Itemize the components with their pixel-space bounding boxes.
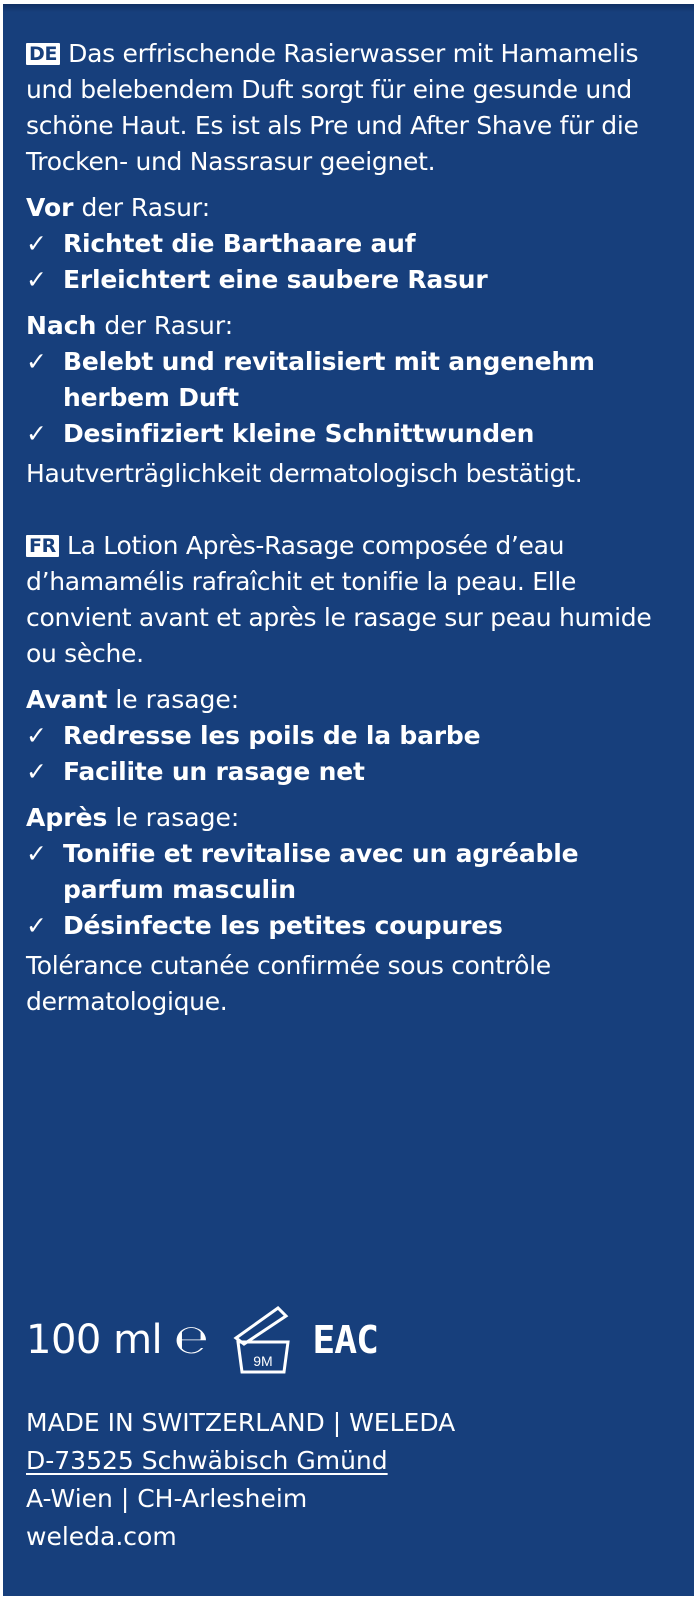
check-icon: ✓ (26, 911, 47, 940)
de-after-rest: der Rasur: (96, 311, 234, 340)
fr-before-rest: le rasage: (107, 685, 240, 714)
volume-text: 100 ml (26, 1317, 163, 1363)
check-icon: ✓ (26, 839, 47, 868)
de-after-item (26, 344, 676, 416)
fr-language-badge: FR (26, 535, 59, 557)
footer-origin: MADE IN SWITZERLAND | WELEDA (26, 1408, 456, 1437)
de-after-bold: Nach (26, 311, 97, 340)
period-after-opening-icon (228, 1300, 298, 1380)
check-icon: ✓ (26, 347, 47, 376)
section-de (26, 36, 676, 492)
pao-label: 9M (253, 1353, 274, 1369)
check-icon: ✓ (26, 419, 47, 448)
volume-row (26, 1300, 378, 1380)
product-label-panel (3, 4, 694, 1596)
fr-after-bold: Après (26, 803, 108, 832)
fr-after-heading (26, 800, 676, 836)
de-before-item (26, 262, 676, 298)
de-language-badge: DE (26, 43, 60, 65)
fr-before-item (26, 754, 676, 790)
de-before-item-text: Erleichtert eine saubere Rasur (63, 265, 488, 294)
de-after-item (26, 416, 676, 452)
check-icon: ✓ (26, 265, 47, 294)
section-fr (26, 528, 676, 1020)
de-after-item-text: Belebt und revitalisiert mit angenehm herbem Duft (63, 347, 595, 412)
footer-address: D-73525 Schwäbisch Gmünd (26, 1446, 388, 1475)
de-note: Hautverträglichkeit dermatologisch bestätigt. (26, 459, 583, 488)
top-shade (3, 4, 694, 12)
fr-before-bold: Avant (26, 685, 108, 714)
de-before-rest: der Rasur: (73, 193, 211, 222)
estimated-sign-icon: ℮ (174, 1317, 209, 1363)
fr-intro (26, 528, 676, 672)
fr-intro-text: La Lotion Après-Rasage composée d’eau d’hamamélis rafraîchit et tonifie la peau. Elle convient avant et après le rasage sur peau humide ou sèche. (26, 531, 652, 668)
fr-after-item (26, 908, 676, 944)
de-intro-text: Das erfrischende Rasierwasser mit Hamamelis und belebendem Duft sorgt für eine gesunde und schöne Haut. Es ist als Pre und After Shave für die Trocken- und Nassrasur geeignet. (26, 39, 639, 176)
de-before-heading (26, 190, 676, 226)
fr-after-item-text: Désinfecte les petites coupures (63, 911, 503, 940)
manufacturer-footer (26, 1404, 455, 1556)
de-after-heading (26, 308, 676, 344)
fr-before-item-text: Facilite un rasage net (63, 757, 365, 786)
fr-after-item (26, 836, 676, 908)
fr-after-rest: le rasage: (107, 803, 240, 832)
fr-before-item-text: Redresse les poils de la barbe (63, 721, 481, 750)
check-icon: ✓ (26, 721, 47, 750)
de-before-item (26, 226, 676, 262)
footer-locations: A-Wien | CH-Arlesheim (26, 1484, 308, 1513)
check-icon: ✓ (26, 229, 47, 258)
footer-website: weleda.com (26, 1522, 177, 1551)
check-icon: ✓ (26, 757, 47, 786)
eac-mark-icon: EAC (312, 1318, 378, 1362)
fr-before-heading (26, 682, 676, 718)
de-before-item-text: Richtet die Barthaare auf (63, 229, 416, 258)
de-intro (26, 36, 676, 180)
de-before-bold: Vor (26, 193, 74, 222)
fr-after-item-text: Tonifie et revitalise avec un agréable parfum masculin (63, 839, 579, 904)
de-after-item-text: Desinfiziert kleine Schnittwunden (63, 419, 535, 448)
fr-note: Tolérance cutanée confirmée sous contrôle dermatologique. (26, 951, 551, 1016)
fr-before-item (26, 718, 676, 754)
